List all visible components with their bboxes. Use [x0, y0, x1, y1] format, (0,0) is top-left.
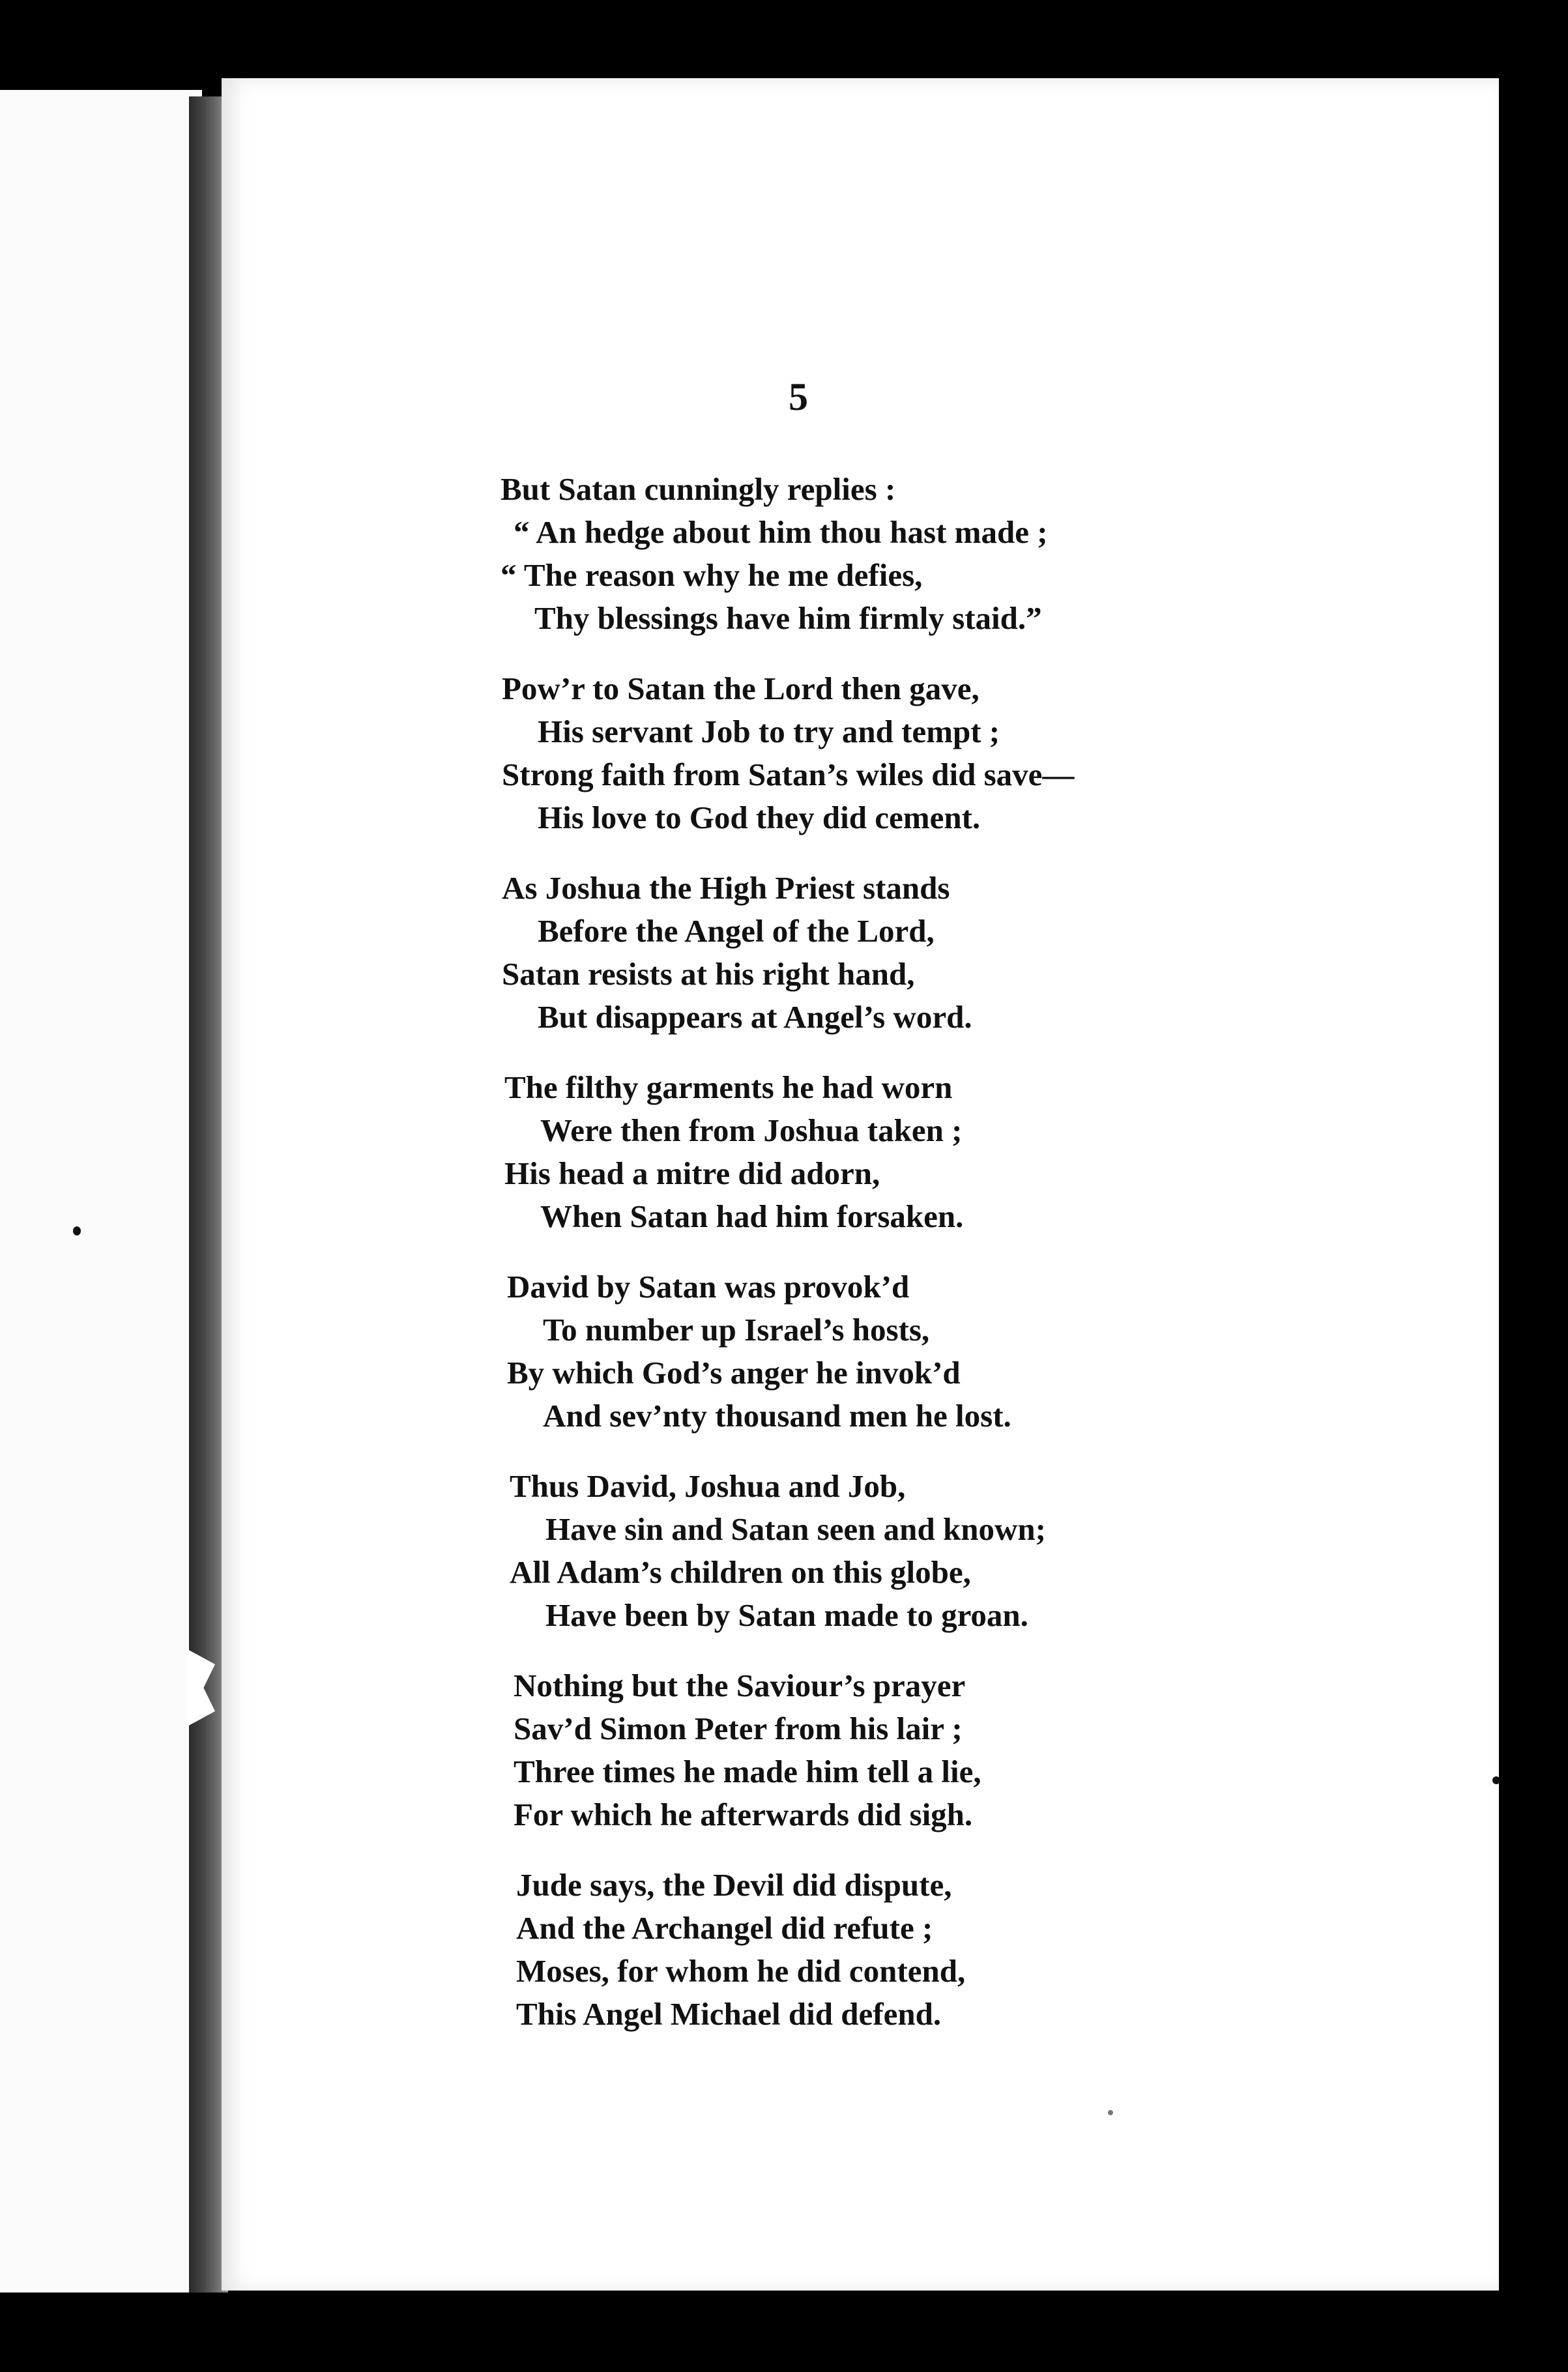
poem-line: As Joshua the High Priest stands — [502, 870, 950, 906]
poem-line: Jude says, the Devil did dispute, — [516, 1867, 952, 1903]
stanza — [514, 1664, 1186, 1836]
poem-line: “ The reason why he me defies, — [501, 557, 923, 593]
poem-line: By which God’s anger he invok’d — [507, 1355, 961, 1391]
poem-line: His head a mitre did adorn, — [504, 1155, 880, 1191]
poem-line: Thus David, Joshua and Job, — [510, 1468, 906, 1504]
poem-line: Before the Angel of the Lord, — [538, 913, 935, 949]
poem-line: Have been by Satan made to groan. — [545, 1597, 1028, 1633]
poem — [502, 468, 1186, 2063]
poem-line: Sav’d Simon Peter from his lair ; — [514, 1711, 963, 1746]
poem-line: David by Satan was provok’d — [507, 1269, 910, 1305]
poem-line: Were then from Joshua taken ; — [540, 1112, 963, 1148]
stanza — [501, 468, 1186, 640]
facing-page — [0, 90, 202, 2292]
ink-speck — [73, 1226, 81, 1236]
poem-line: His servant Job to try and tempt ; — [538, 714, 1000, 749]
poem-line: For which he afterwards did sigh. — [514, 1797, 973, 1832]
stanza — [504, 1066, 1186, 1238]
poem-line: “ An hedge about him thou hast made ; — [514, 514, 1048, 550]
poem-line: His love to God they did cement. — [538, 800, 981, 835]
stanza — [502, 667, 1186, 839]
poem-line: But Satan cunningly replies : — [501, 471, 896, 507]
poem-line: The filthy garments he had worn — [504, 1069, 953, 1105]
poem-line: When Satan had him forsaken. — [540, 1198, 964, 1234]
poem-line: Strong faith from Satan’s wiles did save— — [502, 757, 1075, 792]
stanza — [516, 1864, 1186, 2036]
poem-line: To number up Israel’s hosts, — [543, 1312, 930, 1348]
poem-line: Thy blessings have him firmly staid.” — [534, 600, 1042, 636]
poem-line: And sev’nty thousand men he lost. — [543, 1398, 1011, 1434]
poem-line: All Adam’s children on this globe, — [510, 1554, 971, 1590]
ink-speck — [1108, 2110, 1113, 2115]
poem-line: Three times he made him tell a lie, — [514, 1754, 981, 1789]
poem-line: And the Archangel did refute ; — [516, 1910, 933, 1946]
poem-line: Have sin and Satan seen and known; — [545, 1511, 1046, 1547]
poem-line: Nothing but the Saviour’s prayer — [514, 1668, 966, 1703]
stanza — [502, 867, 1186, 1039]
poem-line: This Angel Michael did defend. — [516, 1996, 942, 2032]
poem-line: But disappears at Angel’s word. — [538, 999, 972, 1035]
poem-line: Moses, for whom he did contend, — [516, 1953, 966, 1989]
poem-line: Satan resists at his right hand, — [502, 956, 915, 992]
ink-speck — [1492, 1776, 1500, 1784]
stanza — [510, 1465, 1186, 1637]
stanza — [507, 1266, 1186, 1438]
page-number: 5 — [789, 375, 808, 418]
poem-line: Pow’r to Satan the Lord then gave, — [502, 671, 980, 706]
